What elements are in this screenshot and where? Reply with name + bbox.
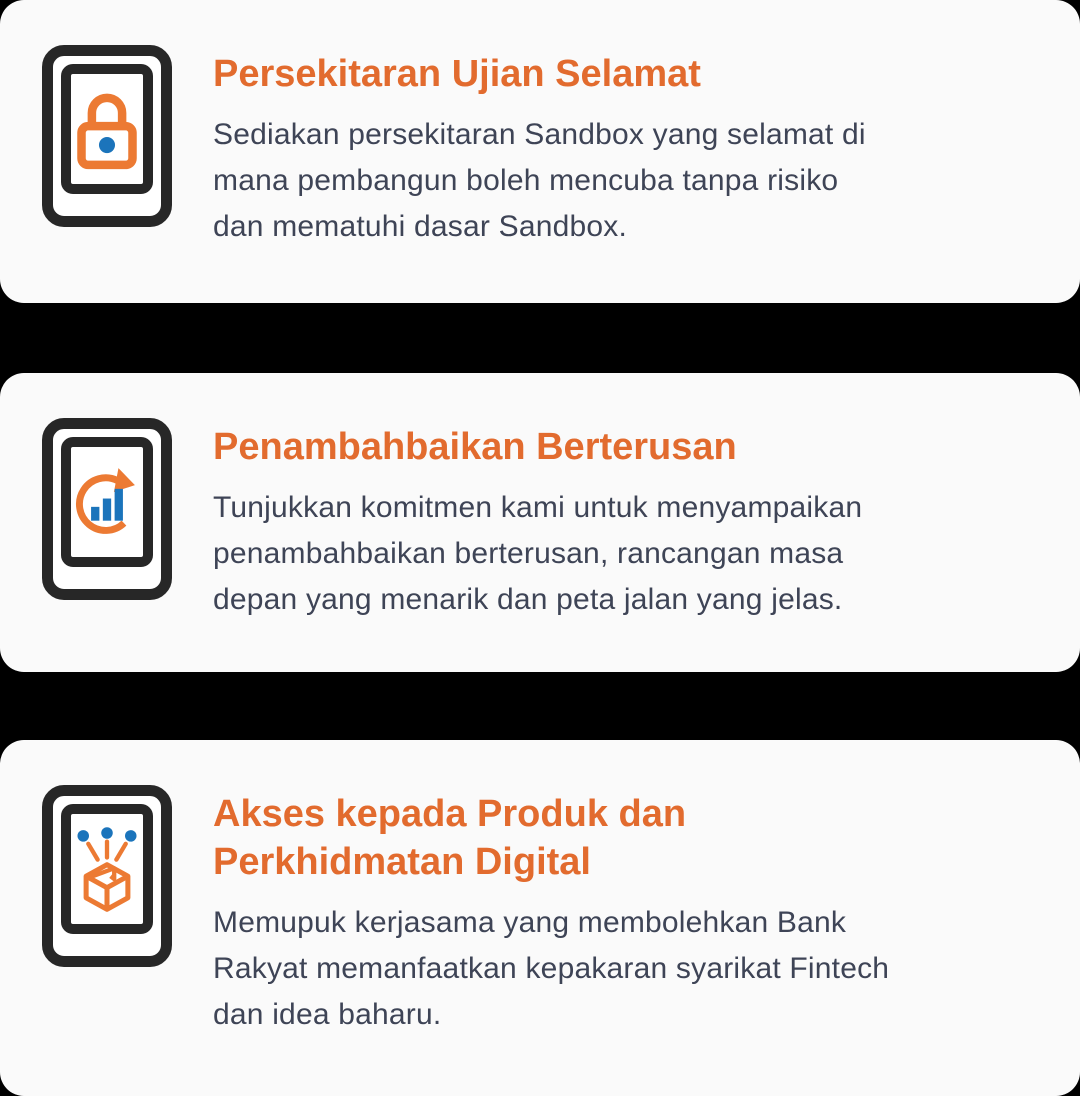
card-text bbox=[213, 784, 1040, 1038]
card-description: Tunjukkan komitmen kami untuk menyampaikan penambahbaikan berterusan, rancangan masa depan yang menarik dan peta jalan yang jelas. bbox=[213, 490, 863, 616]
feature-card-secure-test-environment bbox=[0, 0, 1080, 303]
refresh-chart-icon bbox=[71, 458, 143, 546]
lock-icon bbox=[73, 87, 141, 171]
card-description: Sediakan persekitaran Sandbox yang selamat di mana pembangun boleh mencuba tanpa risiko dan mematuhi dasar Sandbox. bbox=[213, 118, 866, 243]
feature-card-digital-products-access bbox=[0, 740, 1080, 1096]
card-title: Penambahbaikan Berterusan bbox=[213, 425, 737, 468]
tablet-package-distribution-icon bbox=[42, 785, 172, 967]
tablet-lock-icon bbox=[42, 45, 172, 227]
card-text bbox=[213, 417, 1040, 623]
tablet-refresh-chart-icon bbox=[42, 418, 172, 600]
card-description: Memupuk kerjasama yang membolehkan Bank Rakyat memanfaatkan kepakaran syarikat Fintech dan idea baharu. bbox=[213, 906, 890, 1032]
card-title: Akses kepada Produk dan Perkhidmatan Digital bbox=[213, 793, 687, 884]
card-title: Persekitaran Ujian Selamat bbox=[213, 53, 701, 95]
card-text bbox=[213, 44, 1040, 250]
package-distribution-icon bbox=[71, 818, 143, 920]
feature-card-continuous-improvement bbox=[0, 373, 1080, 673]
tablet-screen bbox=[61, 64, 153, 194]
tablet-screen bbox=[61, 804, 153, 934]
tablet-screen bbox=[61, 437, 153, 567]
